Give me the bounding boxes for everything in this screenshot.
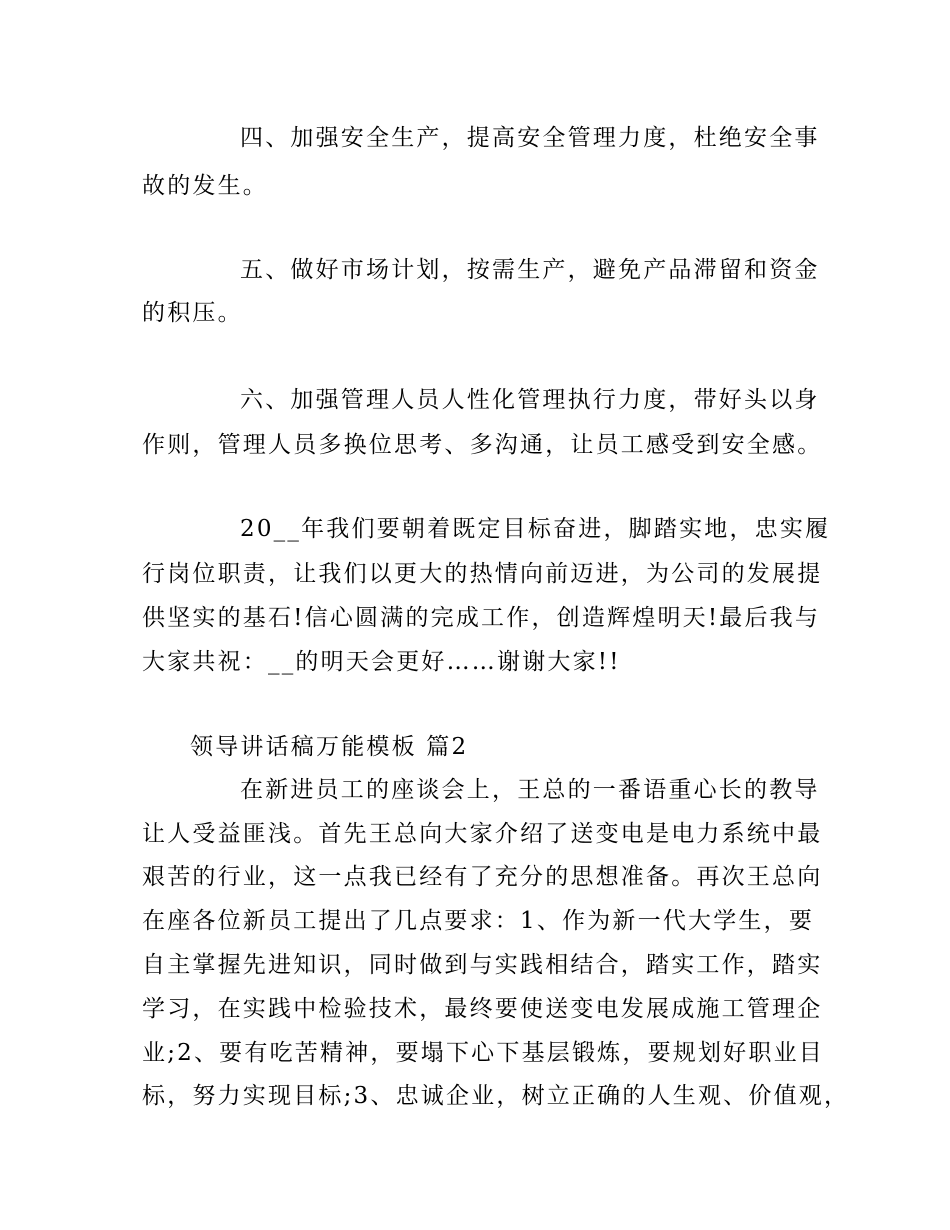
section-paragraph-line-5: 自主掌握先进知识，同时做到与实践相结合，踏实工作，踏实 [142,952,823,978]
section-paragraph-line-2: 让人受益匪浅。首先王总向大家介绍了送变电是电力系统中最 [142,821,823,847]
paragraph-4-line-1: 四、加强安全生产，提高安全管理力度，杜绝安全事 [240,125,820,151]
section-paragraph-line-6: 学习，在实践中检验技术，最终要使送变电发展成施工管理企 [142,996,823,1022]
section-paragraph-line-7: 业;2、要有吃苦精神，要塌下心下基层锻炼，要规划好职业目 [142,1040,824,1066]
closing-paragraph-line-1: 20__年我们要朝着既定目标奋进，脚踏实地，忠实履 [240,516,831,542]
closing-paragraph-line-3: 供坚实的基石!信心圆满的完成工作，创造辉煌明天!最后我与 [142,605,821,631]
section-paragraph-line-8: 标，努力实现目标;3、忠诚企业，树立正确的人生观、价值观， [142,1083,850,1109]
paragraph-5-line-1: 五、做好市场计划，按需生产，避免产品滞留和资金 [240,257,820,283]
section-paragraph-line-1: 在新进员工的座谈会上，王总的一番语重心长的教导 [240,777,820,803]
closing-paragraph-line-4: 大家共祝：__的明天会更好……谢谢大家!! [142,649,621,675]
paragraph-4-line-2: 故的发生。 [142,173,268,199]
closing-paragraph-line-2: 行岗位职责，让我们以更大的热情向前迈进，为公司的发展提 [142,561,823,587]
section-heading: 领导讲话稿万能模板 篇2 [190,734,469,760]
section-paragraph-line-4: 在座各位新员工提出了几点要求：1、作为新一代大学生，要 [142,908,815,934]
paragraph-6-line-2: 作则，管理人员多换位思考、多沟通，让员工感受到安全感。 [142,432,823,458]
paragraph-5-line-2: 的积压。 [142,300,243,326]
paragraph-6-line-1: 六、加强管理人员人性化管理执行力度，带好头以身 [240,387,820,413]
section-paragraph-line-3: 艰苦的行业，这一点我已经有了充分的思想准备。再次王总向 [142,864,823,890]
